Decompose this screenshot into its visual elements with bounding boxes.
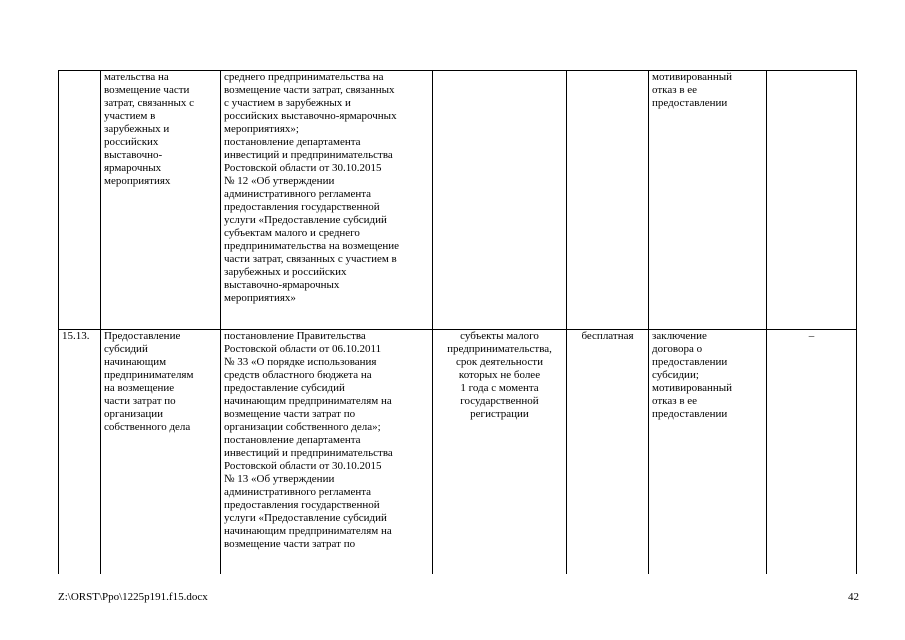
cost: бесплатная [567,330,649,575]
page-number: 42 [848,591,859,603]
service-name: мательства на возмещение части затрат, связанных с участием в зарубежных и российских выставочно- ярмарочных мероприятиях [101,71,221,330]
recipients [433,71,567,330]
note: – [767,330,857,575]
row-number: 15.13. [59,330,101,575]
file-path: Z:\ORST\Ppo\1225p191.f15.docx [58,591,208,603]
table-row [59,71,857,330]
service-name: Предоставление субсидий начинающим предпринимателям на возмещение части затрат по организации собственного дела [101,330,221,575]
note [767,71,857,330]
row-number [59,71,101,330]
legal-basis: постановление Правительства Ростовской области от 06.10.2011 № 33 «О порядке использования средств областного бюджета на предоставление субсидий начинающим предпринимателям на возмещение части затрат по организации собственного дела»; постановление департамента инвестиций и предпринимательства Ростовской области от 30.10.2015 № 13 «Об утверждении административного регламента предоставления государственной услуги «Предоставление субсидий начинающим предпринимателям на возмещение части затрат по [221,330,433,575]
legal-basis: среднего предпринимательства на возмещение части затрат, связанных с участием в зарубежных и российских выставочно-ярмарочных мероприятиях»; постановление департамента инвестиций и предпринимательства Ростовской области от 30.10.2015 № 12 «Об утверждении административного регламента предоставления государственной услуги «Предоставление субсидий субъектам малого и среднего предпринимательства на возмещение части затрат, связанных с участием в зарубежных и российских выставочно-ярмарочных мероприятиях» [221,71,433,330]
services-table [58,70,857,574]
recipients: субъекты малого предпринимательства, срок деятельности которых не более 1 года с момента государственной регистрации [433,330,567,575]
cost [567,71,649,330]
result: мотивированный отказ в ее предоставлении [649,71,767,330]
result: заключение договора о предоставлении субсидии; мотивированный отказ в ее предоставлении [649,330,767,575]
table-row [59,330,857,575]
